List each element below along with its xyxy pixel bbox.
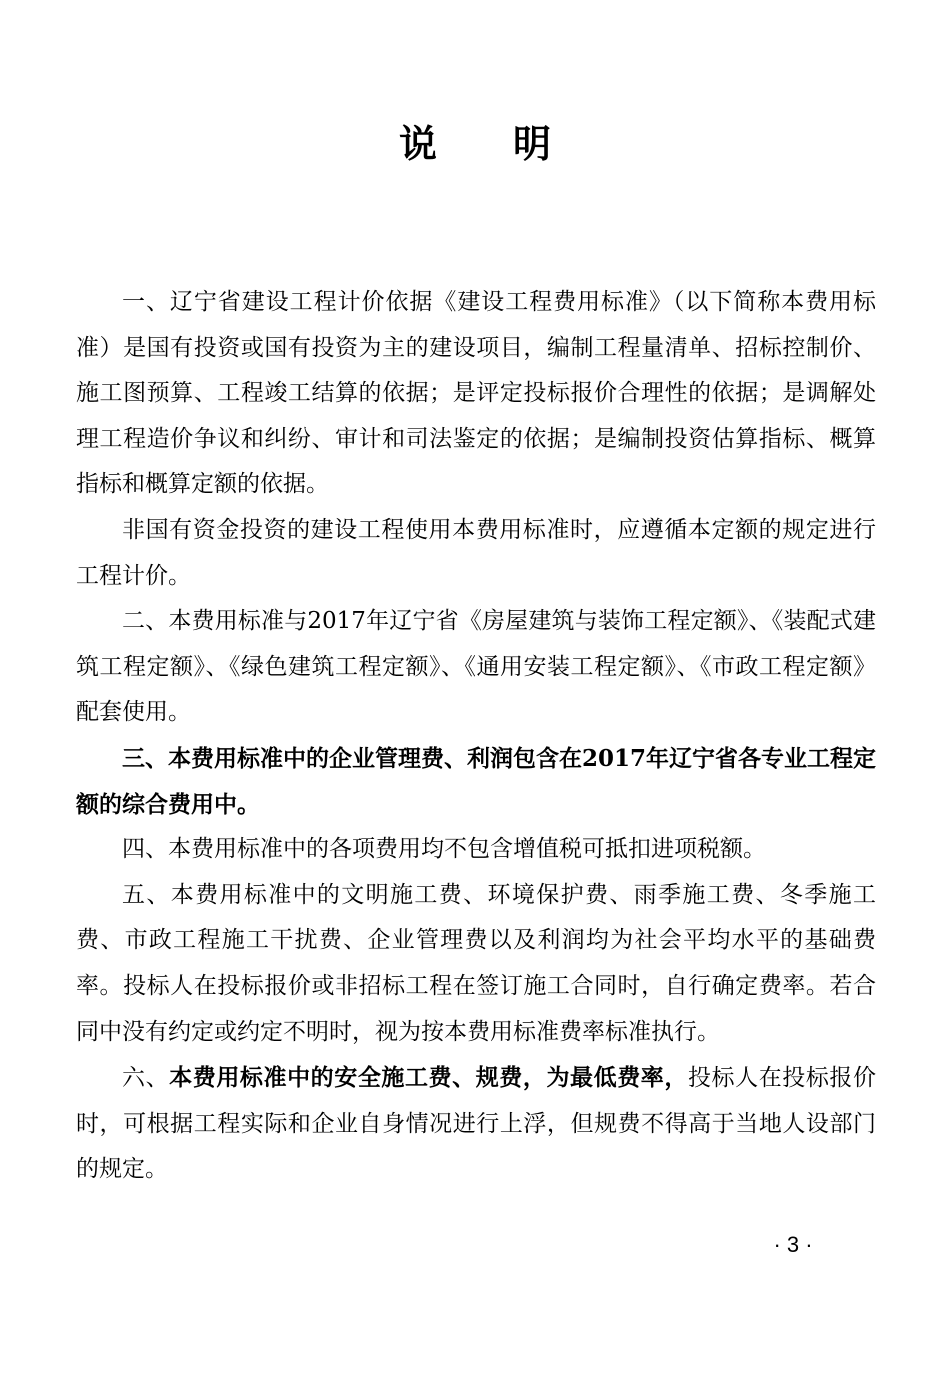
page-number: · 3 ·	[773, 1232, 813, 1257]
paragraph-5: 五、本费用标准中的文明施工费、环境保护费、雨季施工费、冬季施工费、市政工程施工干扰费、企业管理费以及利润均为社会平均水平的基础费率。投标人在投标报价或非招标工程在签订施工合同时，自行确定费率。若合同中没有约定或约定不明时，视为按本费用标准费率标准执行。	[76, 881, 876, 1045]
paragraph-4: 四、本费用标准中的各项费用均不包含增值税可抵扣进项税额。	[122, 836, 766, 863]
paragraph-6	[76, 1055, 876, 1193]
title-char-1: 说	[398, 121, 437, 166]
paragraph-3: 三、本费用标准中的企业管理费、利润包含在2017年辽宁省各专业工程定额的综合费用中。	[76, 744, 877, 818]
paragraph-1: 一、辽宁省建设工程计价依据《建设工程费用标准》（以下简称本费用标准）是国有投资或国有投资为主的建设项目，编制工程量清单、招标控制价、施工图预算、工程竣工结算的依据；是评定投标报价合理性的依据；是调解处理工程造价争议和纠纷、审计和司法鉴定的依据；是编制投资估算指标、概算指标和概算定额的依据。	[76, 289, 876, 498]
document-body	[76, 280, 876, 1193]
paragraph-2: 二、本费用标准与2017年辽宁省《房屋建筑与装饰工程定额》、《装配式建筑工程定额》、《绿色建筑工程定额》、《通用安装工程定额》、《市政工程定额》配套使用。	[76, 608, 876, 726]
paragraph-6-prefix: 六、	[122, 1065, 170, 1092]
title-char-2: 明	[513, 121, 552, 166]
paragraph-6-rest: 投标人在投标报价时，可根据工程实际和企业自身情况进行上浮，但规费不得高于当地人设部门的规定。	[76, 1065, 877, 1183]
paragraph-6-bold: 本费用标准中的安全施工费、规费，为最低费率，	[169, 1064, 688, 1092]
page-title	[0, 118, 950, 170]
paragraph-1-supplement: 非国有资金投资的建设工程使用本费用标准时，应遵循本定额的规定进行工程计价。	[76, 516, 876, 589]
